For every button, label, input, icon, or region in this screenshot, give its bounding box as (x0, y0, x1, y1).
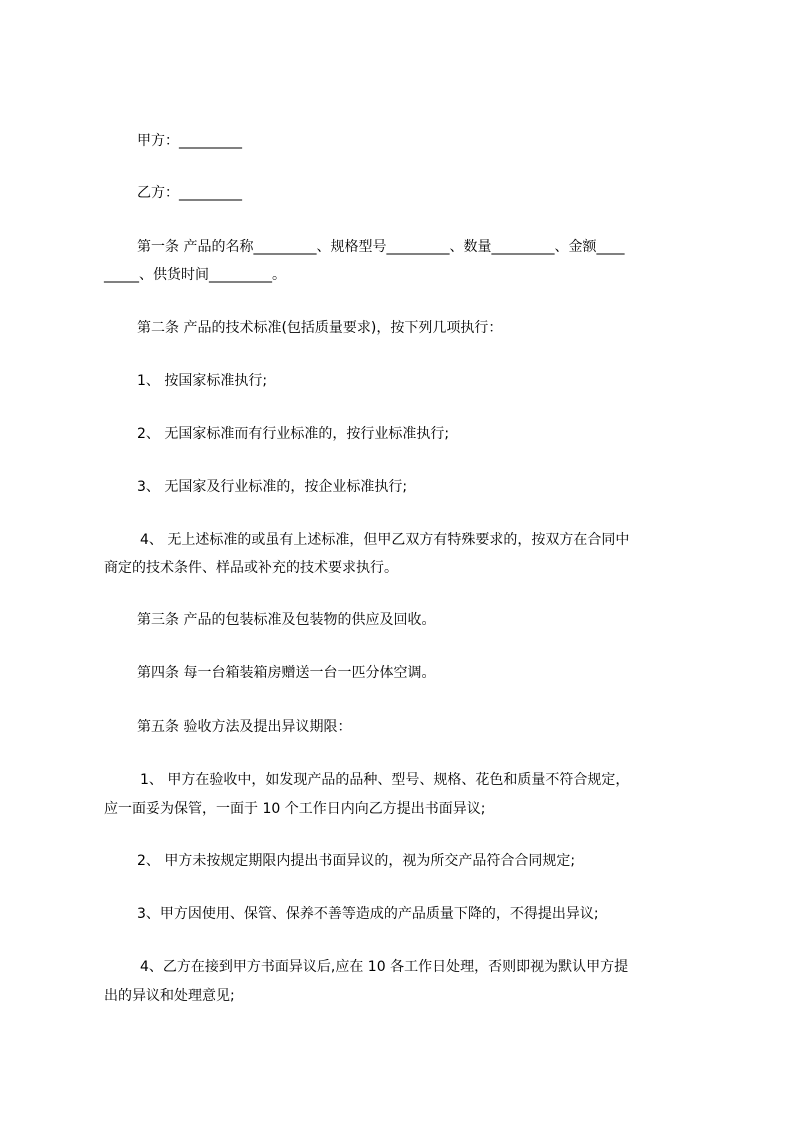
article-5-item-1-line-2: 应一面妥为保管，一面于 10 个工作日内向乙方提出书面异议; (104, 801, 486, 817)
article-5-item-2: 2、 甲方未按规定期限内提出书面异议的，视为所交产品符合合同规定; (137, 853, 576, 869)
article-2-item-3: 3、 无国家及行业标准的，按企业标准执行; (137, 479, 408, 495)
article-1-line-1: 第一条 产品的名称_________、规格型号_________、数量_________、金额____ (137, 239, 625, 255)
article-2-item-4-line-1: 4、 无上述标准的或虽有上述标准，但甲乙双方有特殊要求的，按双方在合同中 (140, 532, 630, 548)
article-1-line-2: _____、供货时间_________。 (104, 267, 286, 283)
article-3: 第三条 产品的包装标准及包装物的供应及回收。 (137, 612, 436, 628)
article-2-heading: 第二条 产品的技术标准(包括质量要求)，按下列几项执行： (137, 320, 503, 336)
article-5-item-1-line-1: 1、 甲方在验收中，如发现产品的品种、型号、规格、花色和质量不符合规定， (140, 772, 630, 788)
article-2-item-1: 1、 按国家标准执行; (137, 373, 268, 389)
party-a-line: 甲方：_________ (137, 133, 242, 149)
article-5-item-4-line-2: 出的异议和处理意见; (104, 988, 235, 1004)
article-5-item-3: 3、甲方因使用、保管、保养不善等造成的产品质量下降的，不得提出异议; (137, 906, 599, 922)
party-b-line: 乙方：_________ (137, 185, 242, 201)
article-4: 第四条 每一台箱装箱房赠送一台一匹分体空调。 (137, 665, 436, 681)
article-2-item-4-line-2: 商定的技术条件、样品或补充的技术要求执行。 (104, 560, 398, 576)
article-5-heading: 第五条 验收方法及提出异议期限： (137, 719, 352, 735)
article-2-item-2: 2、 无国家标准而有行业标准的，按行业标准执行; (137, 426, 450, 442)
article-5-item-4-line-1: 4、乙方在接到甲方书面异议后,应在 10 各工作日处理，否则即视为默认甲方提 (140, 959, 629, 975)
